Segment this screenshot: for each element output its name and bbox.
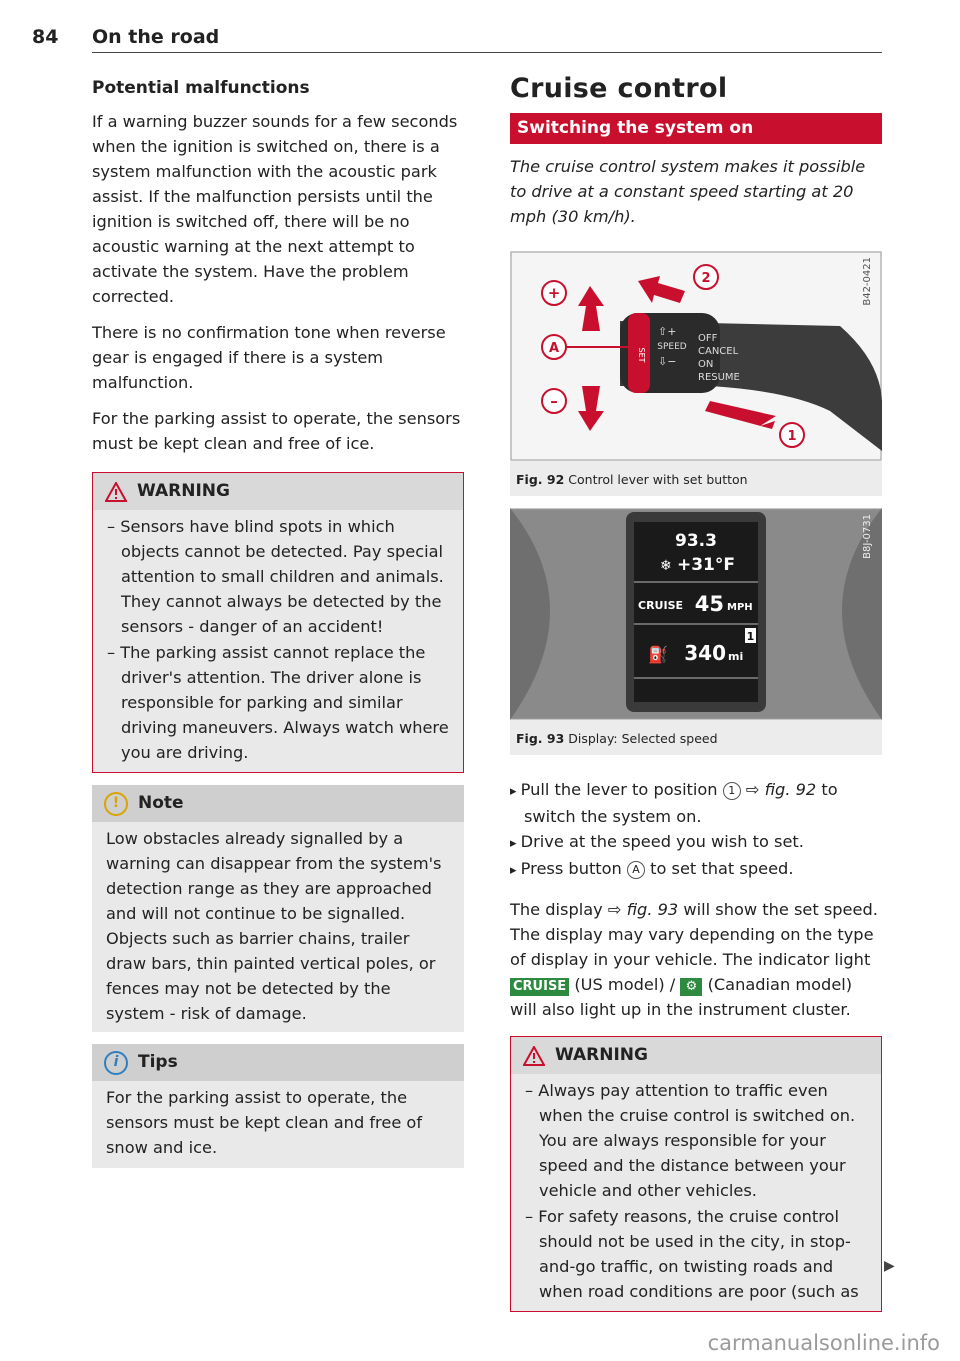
left-column — [92, 76, 464, 1180]
right-column — [510, 73, 882, 1324]
display-paragraph: The display ⇨ fig. 93 will show the set speed. The display may vary depending on the type of display in your vehicle. The indicator light CRUISE (US model) / ⚙ (Canadian model) will also light up in the instrument cluster. — [510, 900, 878, 1019]
paragraph: If a warning buzzer sounds for a few seconds when the ignition is switched on, there is a system malfunction with the acoustic park assist. If the malfunction persists until the ignition is switched off, there will be no acoustic warning at the next attempt to activate the system. Have the problem corrected. — [92, 112, 458, 306]
note-title: Note — [138, 793, 184, 813]
warning-title: WARNING — [137, 481, 230, 501]
note-text: Low obstacles already signalled by a warning can disappear from the system's detection range as they are approached and will not continue to be signalled. Objects such as barrier chains, trailer draw bars, thin painted vertical poles, or fences may not be detected by the system - risk of damage. — [106, 829, 442, 1023]
fuel-pump-icon: ⛽ — [648, 645, 668, 664]
caption-text: Display: Selected speed — [568, 731, 718, 746]
page-number: 84 — [32, 26, 59, 48]
caption-text: Control lever with set button — [568, 472, 748, 487]
label-plus: + — [547, 284, 561, 302]
figure-caption — [510, 461, 882, 496]
off-label: OFF — [698, 333, 718, 344]
tips-text: For the parking assist to operate, the sensors must be kept clean and free of snow and ice. — [106, 1088, 423, 1157]
warning-item: – Sensors have blind spots in which objects cannot be detected. Pay special attention to small children and animals. They cannot always be detected by the sensors - danger of an accident! — [107, 514, 451, 639]
speed-plus-icon: ⇧+ — [658, 325, 677, 338]
canadian-cruise-indicator-icon: ⚙ — [680, 978, 702, 996]
cruise-indicator-icon: CRUISE — [510, 978, 569, 996]
speed-minus-icon: ⇩− — [658, 355, 677, 368]
warning-item: – For safety reasons, the cruise control should not be used in the city, in stop-and-go traffic, on twisting roads and when road conditions are poor (such as — [525, 1204, 869, 1304]
warning-box — [92, 472, 464, 773]
figure-ref: ⇨ fig. 92 — [745, 780, 817, 799]
steps-list — [510, 777, 882, 883]
cancel-label: CANCEL — [698, 346, 739, 357]
warning-header — [511, 1037, 881, 1074]
note-header — [92, 785, 464, 822]
caption-label: Fig. 92 — [516, 472, 565, 487]
speed-unit: MPH — [727, 602, 753, 613]
trip-number: 1 — [746, 630, 755, 643]
warning-triangle-icon — [523, 1046, 545, 1066]
caption-label: Fig. 93 — [516, 731, 565, 746]
warning-item: – Always pay attention to traffic even when the cruise control is switched on. You are always responsible for your speed and the distance between your vehicle and other vehicles. — [525, 1078, 869, 1203]
warning-triangle-icon — [105, 482, 127, 502]
paragraph: For the parking assist to operate, the sensors must be kept clean and free of ice. — [92, 409, 461, 453]
tips-box — [92, 1044, 464, 1168]
paragraph: There is no confirmation tone when reverse gear is engaged if there is a system malfunction. — [92, 323, 446, 392]
control-lever-image — [510, 251, 882, 461]
speed-label: SPEED — [657, 342, 687, 352]
continued-arrow-icon: ▶ — [884, 1258, 895, 1274]
figure-ref: ⇨ fig. 93 — [607, 900, 679, 919]
set-speed-value: 45 — [694, 592, 724, 616]
figure-caption — [510, 720, 882, 755]
info-icon: i — [104, 1051, 128, 1075]
label-minus: – — [550, 392, 558, 410]
watermark: carmanualsonline.info — [707, 1331, 940, 1355]
resume-label: RESUME — [698, 372, 740, 383]
button-a-marker: A — [627, 861, 645, 879]
warning-header — [93, 473, 463, 510]
instrument-cluster-illustration — [510, 508, 882, 720]
step-item: ▸ Pull the lever to position 1 ⇨ fig. 92 to switch the system on. — [510, 777, 882, 829]
step-item: ▸ Press button A to set that speed. — [510, 856, 882, 883]
figure-92 — [510, 251, 882, 496]
figure-93 — [510, 508, 882, 755]
step-item: ▸ Drive at the speed you wish to set. — [510, 829, 882, 856]
control-lever-illustration — [510, 251, 882, 461]
tips-header — [92, 1044, 464, 1081]
section-title: On the road — [92, 26, 220, 48]
instrument-display-image — [510, 508, 882, 720]
range-value: 340 — [684, 641, 726, 665]
tips-title: Tips — [138, 1052, 178, 1072]
cruise-label: CRUISE — [638, 599, 684, 612]
subsection-bar: Switching the system on — [510, 113, 882, 144]
odometer-value: 93.3 — [675, 531, 717, 551]
malfunctions-heading: Potential malfunctions — [92, 78, 310, 98]
label-two: 2 — [701, 271, 711, 286]
position-1-marker: 1 — [723, 782, 741, 800]
label-one: 1 — [787, 429, 797, 444]
label-a: A — [548, 341, 560, 356]
figure-code: B8J-0731 — [862, 514, 873, 559]
warning-title: WARNING — [555, 1045, 648, 1065]
warning-item: – The parking assist cannot replace the driver's attention. The driver alone is responsible for parking and similar driving maneuvers. Always watch where you are driving. — [107, 640, 451, 765]
range-unit: mi — [728, 650, 744, 663]
set-label: SET — [637, 347, 646, 363]
on-label: ON — [698, 359, 714, 370]
chapter-title: Cruise control — [510, 73, 728, 104]
page-header — [32, 24, 882, 53]
note-icon: ! — [104, 792, 128, 816]
temperature-value: +31°F — [676, 555, 736, 575]
snowflake-icon: ❄ — [660, 558, 672, 574]
intro-text: The cruise control system makes it possible to drive at a constant speed starting at 20 mph (30 km/h). — [510, 157, 866, 226]
warning-box — [510, 1036, 882, 1312]
figure-code: B42-0421 — [862, 257, 873, 306]
note-box — [92, 785, 464, 1032]
